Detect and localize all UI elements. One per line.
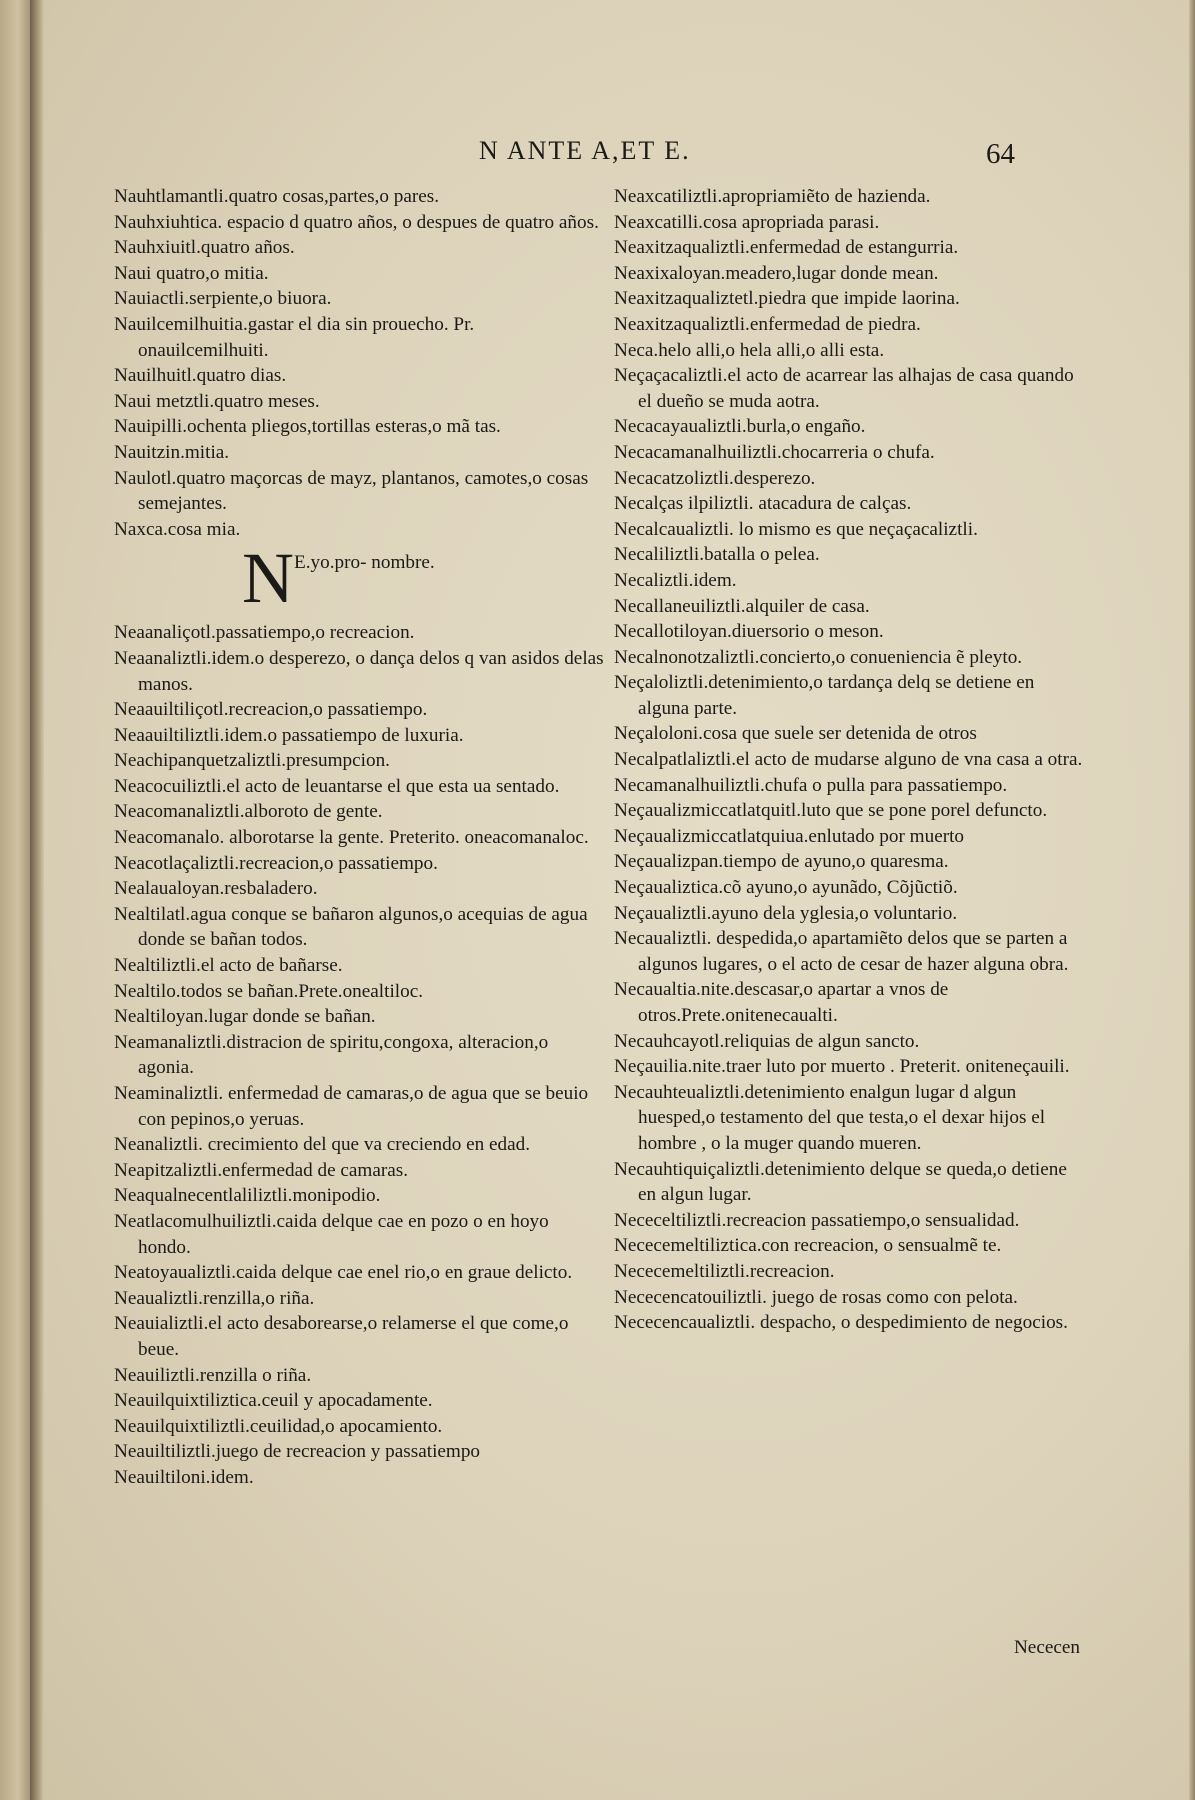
dictionary-entry: Nauitzin.mitia. [114, 441, 230, 463]
left-entries-top [114, 184, 604, 542]
dictionary-entry: Necauhcayotl.reliquias de algun sancto. [614, 1030, 920, 1052]
dictionary-entry: Naui quatro,o mitia. [114, 262, 269, 284]
dictionary-entry: Necalnonotzaliztli.concierto,o conueniencia ẽ pleyto. [614, 646, 1023, 668]
dictionary-entry: Necalpatlaliztli.el acto de mudarse alguno de vna casa a otra. [614, 749, 1083, 771]
dictionary-entry: Necaliliztli.batalla o pelea. [614, 544, 820, 566]
dictionary-entry: Neauilquixtiliztli.ceuilidad,o apocamiento. [114, 1415, 443, 1437]
dictionary-entry: Neatoyaualiztli.caida delque cae enel rio,o en graue delicto. [114, 1262, 573, 1284]
dictionary-entry: Neaualiztli.renzilla,o riña. [114, 1287, 315, 1309]
dictionary-entry: Neauiltiliztli.juego de recreacion y passatiempo [114, 1441, 481, 1463]
dictionary-entry: Neanaliztli. crecimiento del que va creciendo en edad. [114, 1134, 531, 1156]
facing-page-edge [0, 0, 30, 1800]
page-leaf [44, 0, 1195, 1800]
dictionary-entry: Neacomanaliztli.alboroto de gente. [114, 801, 383, 823]
dictionary-entry: Neçaçacaliztli.el acto de acarrear las alhajas de casa quando el dueño se muda aotra. [614, 365, 1074, 412]
dictionary-entry: Necacatzoliztli.desperezo. [614, 467, 816, 489]
dictionary-entry: Necaualtia.nite.descasar,o apartar a vnos de otros.Prete.onitenecaualti. [614, 979, 949, 1026]
dictionary-entry: Necallotiloyan.diuersorio o meson. [614, 621, 884, 643]
dictionary-entry: Necallaneuiliztli.alquiler de casa. [614, 595, 870, 617]
dictionary-entry: Neacotlaçaliztli.recreacion,o passatiempo. [114, 852, 438, 874]
dictionary-entry: Necacamanalhuiliztli.chocarreria o chufa. [614, 441, 935, 463]
dictionary-entry: Nauiactli.serpiente,o biuora. [114, 288, 332, 310]
dictionary-entry: Nececemeltiliztli.recreacion. [614, 1260, 835, 1282]
dictionary-entry: Naxca.cosa mia. [114, 518, 241, 540]
page-number: 64 [986, 138, 1015, 170]
dictionary-entry: Nauhxiuitl.quatro años. [114, 237, 295, 259]
dictionary-entry: Neacocuiliztli.el acto de leuantarse el que esta ua sentado. [114, 775, 560, 797]
dictionary-entry: Neacomanalo. alborotarse la gente. Preterito. oneacomanaloc. [114, 827, 589, 849]
dictionary-entry: Nealtiliztli.el acto de bañarse. [114, 955, 343, 977]
dictionary-entry: Neçaualiztica.cõ ayuno,o ayunãdo, Cõjũctiõ. [614, 877, 958, 899]
dictionary-entry: Neaxcatilli.cosa apropriada parasi. [614, 211, 880, 233]
dictionary-entry: Necalças ilpiliztli. atacadura de calças. [614, 493, 912, 515]
dictionary-entry: Neaanaliztli.idem.o desperezo, o dança delos q van asidos delas manos. [114, 647, 604, 695]
dictionary-entry: Naui metztli.quatro meses. [114, 390, 320, 412]
dictionary-entry: Nececencaualiztli. despacho, o despedimiento de negocios. [614, 1312, 1068, 1334]
dictionary-entry: Neaxitzaqualiztli.enfermedad de estangurria. [614, 237, 959, 259]
dictionary-entry: Neachipanquetzaliztli.presumpcion. [114, 750, 390, 772]
dictionary-entry: Naulotl.quatro maçorcas de mayz, plantanos, camotes,o cosas semejantes. [114, 467, 589, 515]
dictionary-entry: Nauhxiuhtica. espacio d quatro años, o despues de quatro años. [114, 211, 599, 233]
dictionary-entry: Neçaloliztli.detenimiento,o tardança delq se detiene en alguna parte. [614, 672, 1035, 719]
dictionary-entry: Necauhtiquiçaliztli.detenimiento delque se queda,o detiene en algun lugar. [614, 1158, 1067, 1206]
dictionary-entry: Neçaualizpan.tiempo de ayuno,o quaresma. [614, 851, 949, 873]
right-column [614, 184, 1084, 1336]
dictionary-entry: Necalcaualiztli. lo mismo es que neçaçacaliztli. [614, 518, 978, 540]
dictionary-entry: Neaauiltiliçotl.recreacion,o passatiempo. [114, 699, 428, 721]
dictionary-entry: Neaxitzaqualiztetl.piedra que impide laorina. [614, 288, 960, 310]
dictionary-entry: Neaxitzaqualiztli.enfermedad de piedra. [614, 313, 921, 335]
dictionary-entry: Neaqualnecentlaliliztli.monipodio. [114, 1185, 381, 1207]
page-edge [1189, 0, 1195, 1800]
dictionary-entry: Necaualiztli. despedida,o apartamiẽto delos que se parten a algunos lugares, o el acto de cesar de hazer alguna obra. [614, 928, 1069, 975]
dictionary-entry: Nauipilli.ochenta pliegos,tortillas esteras,o mã tas. [114, 416, 501, 438]
dictionary-entry: Neapitzaliztli.enfermedad de camaras. [114, 1159, 409, 1181]
dictionary-entry: Nealtilo.todos se bañan.Prete.onealtiloc. [114, 980, 424, 1002]
dictionary-entry: Nececeltiliztli.recreacion passatiempo,o sensualidad. [614, 1209, 1020, 1231]
dictionary-entry: Neca.helo alli,o hela alli,o alli esta. [614, 339, 885, 361]
dictionary-entry: Neçaloloni.cosa que suele ser detenida de otros [614, 723, 977, 745]
dictionary-entry: Neaxcatiliztli.apropriamiẽto de hazienda. [614, 186, 931, 207]
running-head: N ANTE A,ET E. [479, 136, 691, 165]
dictionary-entry: Neaauiltiliztli.idem.o passatiempo de luxuria. [114, 724, 464, 746]
dictionary-entry: Neauializtli.el acto desaborearse,o relamerse el que come,o beue. [114, 1313, 569, 1360]
dictionary-entry: Nauilcemilhuitia.gastar el dia sin prouecho. Pr. onauilcemilhuiti. [114, 313, 475, 361]
dictionary-entry: Neaxixaloyan.meadero,lugar donde mean. [614, 262, 939, 284]
dictionary-entry: Nealtiloyan.lugar donde se bañan. [114, 1006, 376, 1028]
dictionary-entry: Neçaualiztli.ayuno dela yglesia,o voluntario. [614, 902, 958, 924]
dictionary-entry: Nececemeltiliztica.con recreacion, o sensualmẽ te. [614, 1235, 1002, 1257]
dictionary-entry: Necauhteualiztli.detenimiento enalgun lugar d algun huesped,o testamento del que testa,o el dexar hijos el hombre , o la muger quando mueren. [614, 1081, 1046, 1154]
dictionary-entry: Neauiliztli.renzilla o riña. [114, 1364, 312, 1386]
dictionary-entry: Nauhtlamantli.quatro cosas,partes,o pares. [114, 186, 440, 207]
left-column [114, 184, 604, 1491]
dictionary-entry: Nececencatouiliztli. juego de rosas como con pelota. [614, 1286, 1018, 1308]
dictionary-entry: Neauilquixtiliztica.ceuil y apocadamente. [114, 1390, 433, 1412]
dropcap-entry [114, 538, 604, 620]
dictionary-entry: Neaminaliztli. enfermedad de camaras,o de agua que se beuio con pepinos,o yeruas. [114, 1083, 589, 1130]
dictionary-entry: Neçauilia.nite.traer luto por muerto . Preterit. oniteneçauili. [614, 1056, 1070, 1078]
dictionary-entry: Necaliztli.idem. [614, 569, 737, 591]
left-entries-bottom [114, 620, 604, 1490]
dictionary-entry: Nealtilatl.agua conque se bañaron algunos,o acequias de agua donde se bañan todos. [114, 903, 588, 951]
dictionary-entry: Neatlacomulhuiliztli.caida delque cae en pozo o en hoyo hondo. [114, 1210, 549, 1258]
dictionary-entry: Nealaualoyan.resbaladero. [114, 878, 318, 900]
dictionary-entry: Neauiltiloni.idem. [114, 1466, 254, 1488]
dropcap-text: E.yo.pro- nombre. [294, 552, 435, 574]
dictionary-entry: Neçaualizmiccatlatquitl.luto que se pone porel defuncto. [614, 800, 1048, 822]
dictionary-entry: Nauilhuitl.quatro dias. [114, 365, 287, 387]
dictionary-entry: Neaanaliçotl.passatiempo,o recreacion. [114, 622, 415, 644]
book-gutter [30, 0, 44, 1800]
catchword: Nececen [1013, 1637, 1080, 1658]
dictionary-entry: Neçaualizmiccatlatquiua.enlutado por muerto [614, 825, 965, 847]
dictionary-entry: Neamanaliztli.distracion de spiritu,congoxa, alteracion,o agonia. [114, 1031, 549, 1079]
dictionary-entry: Necamanalhuiliztli.chufa o pulla para passatiempo. [614, 774, 1008, 796]
dictionary-entry: Necacayaualiztli.burla,o engaño. [614, 416, 866, 438]
dropcap-letter: N [242, 538, 294, 619]
